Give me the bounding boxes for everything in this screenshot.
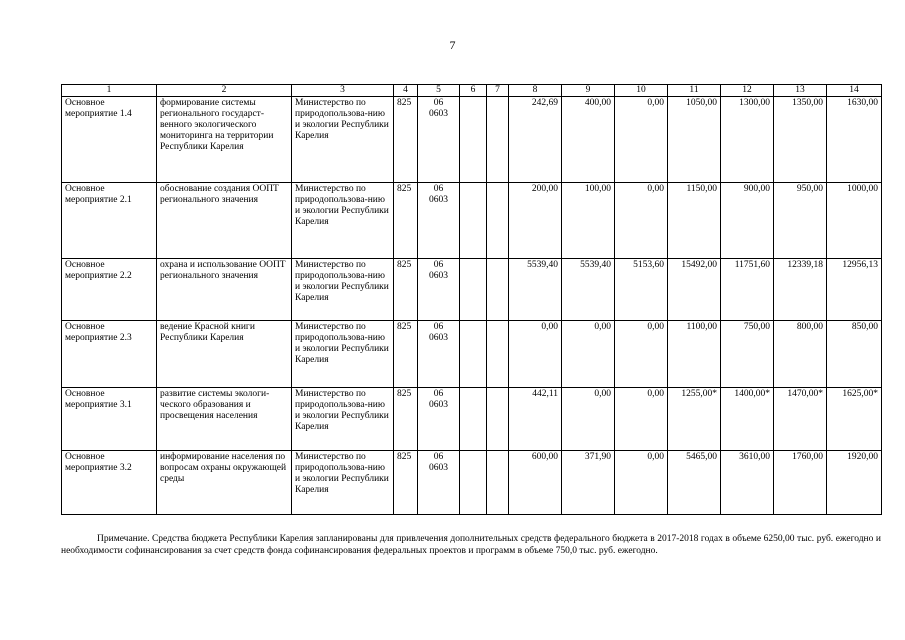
code-grbs: 825 [394, 451, 418, 515]
value-col14: 1630,00 [827, 97, 882, 183]
table-row [62, 451, 882, 515]
responsible-body: Министерство по природопользова-нию и экологии Республики Карелия [292, 97, 394, 183]
table-row [62, 183, 882, 259]
footnote: Примечание. Средства бюджета Республики Карелия запланированы для привлечения дополнительных средств федерального бюджета в 2017-2018 годах в объеме 6250,00 тыс. руб. ежегодно и необходимости софинансирования за счет средств фонда софинансирования федеральных проектов и программ в объеме 750,0 тыс. руб. ежегодно. [61, 534, 881, 556]
cell-col7 [487, 321, 509, 388]
code-section-top: 06 [433, 260, 444, 270]
code-section-top: 06 [433, 184, 444, 194]
value-col14: 1920,00 [827, 451, 882, 515]
value-col10: 5153,60 [615, 259, 668, 321]
value-col14: 12956,13 [827, 259, 882, 321]
value-col10: 0,00 [615, 97, 668, 183]
code-grbs: 825 [394, 321, 418, 388]
value-col9: 400,00 [562, 97, 615, 183]
activity-description: формирование системы регионального государст-венного экологического мониторинга на территории Республики Карелия [157, 97, 292, 183]
value-col8: 0,00 [509, 321, 562, 388]
code-section-bottom: 0603 [429, 333, 448, 343]
value-col13: 800,00 [774, 321, 827, 388]
value-col12: 3610,00 [721, 451, 774, 515]
value-col8: 242,69 [509, 97, 562, 183]
header-cell: 14 [827, 85, 882, 97]
value-col12: 11751,60 [721, 259, 774, 321]
code-section-bottom: 0603 [429, 109, 448, 119]
header-cell: 9 [562, 85, 615, 97]
cell-col6 [460, 183, 487, 259]
value-col13: 950,00 [774, 183, 827, 259]
code-section [418, 97, 460, 183]
responsible-body: Министерство по природопользова-нию и экологии Республики Карелия [292, 321, 394, 388]
code-section-bottom: 0603 [429, 463, 448, 473]
cell-col7 [487, 451, 509, 515]
value-col11: 1255,00* [668, 388, 721, 451]
value-col11: 1100,00 [668, 321, 721, 388]
activity-description: информирование населения по вопросам охраны окружающей среды [157, 451, 292, 515]
cell-col7 [487, 183, 509, 259]
header-cell: 4 [394, 85, 418, 97]
responsible-body: Министерство по природопользова-нию и экологии Республики Карелия [292, 259, 394, 321]
value-col11: 15492,00 [668, 259, 721, 321]
value-col10: 0,00 [615, 321, 668, 388]
code-section-bottom: 0603 [429, 195, 448, 205]
value-col9: 371,90 [562, 451, 615, 515]
code-section-bottom: 0603 [429, 400, 448, 410]
code-section-top: 06 [433, 452, 444, 462]
code-grbs: 825 [394, 259, 418, 321]
code-section-top: 06 [433, 389, 444, 399]
value-col11: 5465,00 [668, 451, 721, 515]
header-cell: 13 [774, 85, 827, 97]
table-row [62, 321, 882, 388]
code-section [418, 183, 460, 259]
code-section-top: 06 [433, 98, 444, 108]
code-section [418, 388, 460, 451]
budget-table [61, 84, 882, 515]
code-section [418, 259, 460, 321]
header-cell: 11 [668, 85, 721, 97]
value-col10: 0,00 [615, 451, 668, 515]
value-col14: 1625,00* [827, 388, 882, 451]
page-number: 7 [449, 38, 456, 52]
value-col10: 0,00 [615, 388, 668, 451]
table-row [62, 388, 882, 451]
code-grbs: 825 [394, 183, 418, 259]
value-col8: 600,00 [509, 451, 562, 515]
code-section-bottom: 0603 [429, 271, 448, 281]
activity-name: Основное мероприятие 3.1 [62, 388, 157, 451]
responsible-body: Министерство по природопользова-нию и экологии Республики Карелия [292, 183, 394, 259]
responsible-body: Министерство по природопользова-нию и экологии Республики Карелия [292, 451, 394, 515]
value-col13: 1350,00 [774, 97, 827, 183]
value-col14: 850,00 [827, 321, 882, 388]
responsible-body: Министерство по природопользова-нию и экологии Республики Карелия [292, 388, 394, 451]
cell-col6 [460, 388, 487, 451]
table-row [62, 97, 882, 183]
code-section-top: 06 [433, 322, 444, 332]
activity-name: Основное мероприятие 2.1 [62, 183, 157, 259]
cell-col6 [460, 451, 487, 515]
value-col13: 12339,18 [774, 259, 827, 321]
value-col9: 0,00 [562, 388, 615, 451]
activity-description: обоснование создания ООПТ регионального значения [157, 183, 292, 259]
header-cell: 10 [615, 85, 668, 97]
code-section [418, 451, 460, 515]
activity-name: Основное мероприятие 2.3 [62, 321, 157, 388]
cell-col7 [487, 259, 509, 321]
value-col8: 200,00 [509, 183, 562, 259]
activity-description: ведение Красной книги Республики Карелия [157, 321, 292, 388]
code-grbs: 825 [394, 97, 418, 183]
value-col12: 1400,00* [721, 388, 774, 451]
header-cell: 8 [509, 85, 562, 97]
value-col13: 1760,00 [774, 451, 827, 515]
header-cell: 3 [292, 85, 394, 97]
cell-col6 [460, 97, 487, 183]
activity-name: Основное мероприятие 2.2 [62, 259, 157, 321]
value-col12: 900,00 [721, 183, 774, 259]
value-col14: 1000,00 [827, 183, 882, 259]
header-cell: 7 [487, 85, 509, 97]
header-cell: 6 [460, 85, 487, 97]
cell-col6 [460, 259, 487, 321]
value-col13: 1470,00* [774, 388, 827, 451]
header-row [62, 85, 882, 97]
code-grbs: 825 [394, 388, 418, 451]
value-col10: 0,00 [615, 183, 668, 259]
header-cell: 5 [418, 85, 460, 97]
header-cell: 12 [721, 85, 774, 97]
cell-col7 [487, 97, 509, 183]
activity-name: Основное мероприятие 3.2 [62, 451, 157, 515]
cell-col6 [460, 321, 487, 388]
table-row [62, 259, 882, 321]
activity-name: Основное мероприятие 1.4 [62, 97, 157, 183]
value-col9: 0,00 [562, 321, 615, 388]
value-col11: 1050,00 [668, 97, 721, 183]
value-col8: 5539,40 [509, 259, 562, 321]
code-section [418, 321, 460, 388]
value-col12: 1300,00 [721, 97, 774, 183]
value-col9: 100,00 [562, 183, 615, 259]
value-col8: 442,11 [509, 388, 562, 451]
header-cell: 2 [157, 85, 292, 97]
activity-description: развитие системы экологи-ческого образования и просвещения населения [157, 388, 292, 451]
activity-description: охрана и использование ООПТ регионального значения [157, 259, 292, 321]
value-col12: 750,00 [721, 321, 774, 388]
header-cell: 1 [62, 85, 157, 97]
cell-col7 [487, 388, 509, 451]
value-col9: 5539,40 [562, 259, 615, 321]
value-col11: 1150,00 [668, 183, 721, 259]
